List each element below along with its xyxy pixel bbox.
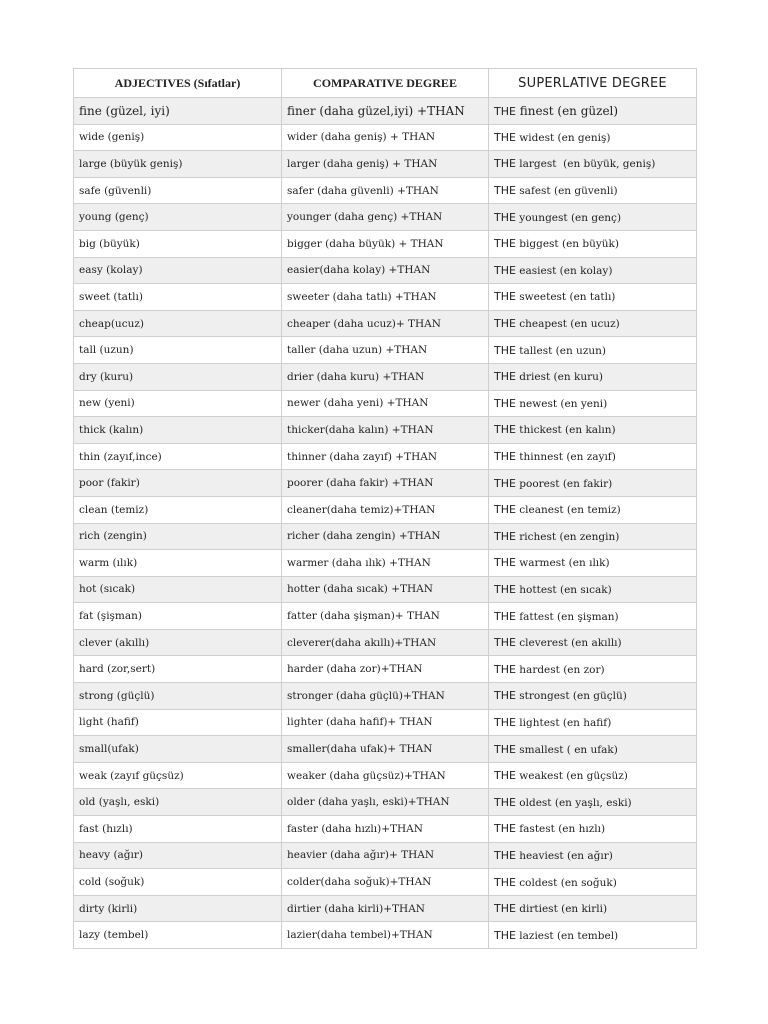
the-article: THE — [494, 848, 516, 862]
adjective-cell: warm (ılık) — [74, 550, 282, 577]
table-row — [74, 576, 697, 603]
table-row — [74, 337, 697, 364]
table-row — [74, 683, 697, 710]
the-article: THE — [494, 636, 516, 650]
the-article: THE — [494, 184, 516, 198]
superlative-text: youngest (en genç) — [515, 211, 622, 224]
adjective-cell: hard (zor,sert) — [74, 656, 282, 683]
comparative-cell: bigger (daha büyük) + THAN — [282, 230, 489, 257]
the-article: THE — [494, 290, 516, 304]
table-row — [74, 204, 697, 231]
superlative-text: smallest ( en ufak) — [515, 743, 618, 756]
adjective-cell: poor (fakir) — [74, 470, 282, 497]
comparative-cell: cleaner(daha temiz)+THAN — [282, 496, 489, 523]
adjective-cell: easy (kolay) — [74, 257, 282, 284]
superlative-cell — [489, 204, 697, 231]
the-article: THE — [494, 556, 516, 570]
adjective-cell: old (yaşlı, eski) — [74, 789, 282, 816]
superlative-text: finest (en güzel) — [515, 103, 619, 118]
the-article: THE — [494, 317, 516, 331]
comparative-cell: newer (daha yeni) +THAN — [282, 390, 489, 417]
table-row — [74, 257, 697, 284]
superlative-text: cheapest (en ucuz) — [515, 318, 620, 331]
the-article: THE — [494, 715, 516, 729]
table-row — [74, 922, 697, 949]
table-row — [74, 363, 697, 390]
superlative-cell — [489, 443, 697, 470]
comparative-cell: thicker(daha kalın) +THAN — [282, 417, 489, 444]
superlative-text: cleverest (en akıllı) — [515, 637, 622, 650]
superlative-cell — [489, 789, 697, 816]
table-row — [74, 284, 697, 311]
superlative-cell — [489, 124, 697, 151]
the-article: THE — [494, 263, 516, 277]
comparative-cell: heavier (daha ağır)+ THAN — [282, 842, 489, 869]
comparative-cell: drier (daha kuru) +THAN — [282, 363, 489, 390]
superlative-text: thickest (en kalın) — [515, 424, 616, 437]
superlative-text: coldest (en soğuk) — [515, 876, 617, 889]
superlative-text: easiest (en kolay) — [515, 264, 613, 277]
the-article: THE — [494, 795, 516, 809]
the-article: THE — [494, 237, 516, 251]
adjective-cell: hot (sıcak) — [74, 576, 282, 603]
the-article: THE — [494, 157, 516, 171]
table-row — [74, 629, 697, 656]
comparative-cell: stronger (daha güçlü)+THAN — [282, 683, 489, 710]
adjective-cell: small(ufak) — [74, 736, 282, 763]
superlative-text: oldest (en yaşlı, eski) — [515, 796, 632, 809]
table-row — [74, 470, 697, 497]
superlative-cell — [489, 310, 697, 337]
superlative-cell — [489, 151, 697, 178]
superlative-cell — [489, 683, 697, 710]
superlative-cell — [489, 363, 697, 390]
table-row — [74, 816, 697, 843]
the-article: THE — [494, 210, 516, 224]
table-row — [74, 230, 697, 257]
table-body — [74, 98, 697, 949]
header-adjectives: ADJECTIVES (Sıfatlar) — [74, 69, 282, 98]
adjective-cell: new (yeni) — [74, 390, 282, 417]
adjective-cell: large (büyük geniş) — [74, 151, 282, 178]
header-superlative: SUPERLATIVE DEGREE — [489, 69, 697, 98]
comparative-cell: harder (daha zor)+THAN — [282, 656, 489, 683]
adjective-cell: big (büyük) — [74, 230, 282, 257]
table-row — [74, 869, 697, 896]
superlative-text: poorest (en fakir) — [515, 477, 613, 490]
superlative-cell — [489, 470, 697, 497]
adjective-cell: dry (kuru) — [74, 363, 282, 390]
the-article: THE — [494, 130, 516, 144]
superlative-cell — [489, 895, 697, 922]
adjective-cell: wide (geniş) — [74, 124, 282, 151]
the-article: THE — [494, 450, 516, 464]
comparative-cell: colder(daha soğuk)+THAN — [282, 869, 489, 896]
the-article: THE — [494, 822, 516, 836]
adjective-cell: tall (uzun) — [74, 337, 282, 364]
comparative-cell: finer (daha güzel,iyi) +THAN — [282, 98, 489, 125]
adjective-cell: young (genç) — [74, 204, 282, 231]
comparative-cell: faster (daha hızlı)+THAN — [282, 816, 489, 843]
comparative-cell: safer (daha güvenli) +THAN — [282, 177, 489, 204]
superlative-cell — [489, 284, 697, 311]
header-row — [74, 69, 697, 98]
the-article: THE — [494, 476, 516, 490]
comparative-cell: cleverer(daha akıllı)+THAN — [282, 629, 489, 656]
adjective-cell: cold (soğuk) — [74, 869, 282, 896]
adjective-cell: heavy (ağır) — [74, 842, 282, 869]
superlative-text: dirtiest (en kirli) — [515, 903, 608, 916]
table-row — [74, 417, 697, 444]
superlative-text: tallest (en uzun) — [515, 344, 606, 357]
superlative-text: largest (en büyük, geniş) — [515, 158, 656, 171]
table-row — [74, 789, 697, 816]
the-article: THE — [494, 370, 516, 384]
table-row — [74, 151, 697, 178]
adjective-cell: fine (güzel, iyi) — [74, 98, 282, 125]
adjective-cell: light (hafif) — [74, 709, 282, 736]
superlative-text: biggest (en büyük) — [515, 238, 620, 251]
table-row — [74, 523, 697, 550]
adjective-cell: strong (güçlü) — [74, 683, 282, 710]
the-article: THE — [494, 396, 516, 410]
superlative-text: hottest (en sıcak) — [515, 583, 612, 596]
superlative-cell — [489, 257, 697, 284]
comparative-cell: weaker (daha güçsüz)+THAN — [282, 762, 489, 789]
superlative-cell — [489, 390, 697, 417]
adjective-cell: dirty (kirli) — [74, 895, 282, 922]
comparative-cell: easier(daha kolay) +THAN — [282, 257, 489, 284]
comparative-cell: larger (daha geniş) + THAN — [282, 151, 489, 178]
comparative-cell: richer (daha zengin) +THAN — [282, 523, 489, 550]
superlative-text: cleanest (en temiz) — [515, 504, 621, 517]
the-article: THE — [494, 689, 516, 703]
superlative-text: lightest (en hafif) — [515, 716, 612, 729]
the-article: THE — [494, 529, 516, 543]
the-article: THE — [494, 662, 516, 676]
table-row — [74, 124, 697, 151]
comparative-cell: younger (daha genç) +THAN — [282, 204, 489, 231]
superlative-text: safest (en güvenli) — [515, 185, 618, 198]
table-header — [74, 69, 697, 98]
table-row — [74, 98, 697, 125]
comparative-cell: smaller(daha ufak)+ THAN — [282, 736, 489, 763]
adjective-cell: fast (hızlı) — [74, 816, 282, 843]
the-article: THE — [494, 742, 516, 756]
comparative-cell: taller (daha uzun) +THAN — [282, 337, 489, 364]
comparative-cell: warmer (daha ılık) +THAN — [282, 550, 489, 577]
superlative-cell — [489, 523, 697, 550]
comparative-cell: wider (daha geniş) + THAN — [282, 124, 489, 151]
table-row — [74, 762, 697, 789]
superlative-text: widest (en geniş) — [515, 131, 611, 144]
adjective-cell: weak (zayıf güçsüz) — [74, 762, 282, 789]
the-article: THE — [494, 875, 516, 889]
the-article: THE — [494, 582, 516, 596]
comparative-cell: hotter (daha sıcak) +THAN — [282, 576, 489, 603]
superlative-cell — [489, 922, 697, 949]
the-article: THE — [494, 928, 516, 942]
table-row — [74, 656, 697, 683]
adjective-cell: clean (temiz) — [74, 496, 282, 523]
table-row — [74, 550, 697, 577]
superlative-cell — [489, 656, 697, 683]
the-article: THE — [494, 104, 516, 118]
table-row — [74, 443, 697, 470]
superlative-cell — [489, 736, 697, 763]
superlative-text: heaviest (en ağır) — [515, 849, 613, 862]
table-row — [74, 895, 697, 922]
superlative-text: sweetest (en tatlı) — [515, 291, 616, 304]
adjective-cell: clever (akıllı) — [74, 629, 282, 656]
superlative-cell — [489, 709, 697, 736]
table-row — [74, 603, 697, 630]
adjective-cell: thick (kalın) — [74, 417, 282, 444]
adjective-cell: lazy (tembel) — [74, 922, 282, 949]
superlative-text: strongest (en güçlü) — [515, 690, 627, 703]
the-article: THE — [494, 902, 516, 916]
the-article: THE — [494, 503, 516, 517]
comparative-cell: dirtier (daha kirli)+THAN — [282, 895, 489, 922]
superlative-cell — [489, 230, 697, 257]
superlative-cell — [489, 629, 697, 656]
the-article: THE — [494, 343, 516, 357]
table-row — [74, 709, 697, 736]
adjective-cell: cheap(ucuz) — [74, 310, 282, 337]
adjective-cell: safe (güvenli) — [74, 177, 282, 204]
table-row — [74, 496, 697, 523]
adjective-cell: fat (şişman) — [74, 603, 282, 630]
comparative-cell: lighter (daha hafif)+ THAN — [282, 709, 489, 736]
superlative-cell — [489, 98, 697, 125]
superlative-text: hardest (en zor) — [515, 663, 605, 676]
superlative-cell — [489, 816, 697, 843]
superlative-text: driest (en kuru) — [515, 371, 603, 384]
superlative-text: thinnest (en zayıf) — [515, 451, 616, 464]
adjective-cell: rich (zengin) — [74, 523, 282, 550]
comparative-cell: poorer (daha fakir) +THAN — [282, 470, 489, 497]
superlative-text: weakest (en güçsüz) — [515, 770, 628, 783]
table-row — [74, 736, 697, 763]
superlative-text: laziest (en tembel) — [515, 929, 619, 942]
superlative-cell — [489, 576, 697, 603]
adjective-degrees-table — [73, 68, 697, 949]
adjective-cell: thin (zayıf,ince) — [74, 443, 282, 470]
superlative-cell — [489, 842, 697, 869]
comparative-cell: older (daha yaşlı, eski)+THAN — [282, 789, 489, 816]
table-row — [74, 842, 697, 869]
header-comparative: COMPARATIVE DEGREE — [282, 69, 489, 98]
comparative-cell: cheaper (daha ucuz)+ THAN — [282, 310, 489, 337]
comparative-cell: sweeter (daha tatlı) +THAN — [282, 284, 489, 311]
superlative-text: warmest (en ılık) — [515, 557, 610, 570]
comparative-cell: fatter (daha şişman)+ THAN — [282, 603, 489, 630]
superlative-cell — [489, 762, 697, 789]
superlative-cell — [489, 550, 697, 577]
superlative-text: fattest (en şişman) — [515, 610, 619, 623]
superlative-text: richest (en zengin) — [515, 530, 620, 543]
the-article: THE — [494, 769, 516, 783]
superlative-text: newest (en yeni) — [515, 397, 608, 410]
the-article: THE — [494, 609, 516, 623]
superlative-cell — [489, 496, 697, 523]
superlative-cell — [489, 337, 697, 364]
superlative-cell — [489, 603, 697, 630]
superlative-cell — [489, 177, 697, 204]
comparative-cell: lazier(daha tembel)+THAN — [282, 922, 489, 949]
table-row — [74, 177, 697, 204]
superlative-text: fastest (en hızlı) — [515, 823, 606, 836]
table-row — [74, 390, 697, 417]
superlative-cell — [489, 869, 697, 896]
superlative-cell — [489, 417, 697, 444]
comparative-cell: thinner (daha zayıf) +THAN — [282, 443, 489, 470]
table-row — [74, 310, 697, 337]
adjective-cell: sweet (tatlı) — [74, 284, 282, 311]
the-article: THE — [494, 423, 516, 437]
